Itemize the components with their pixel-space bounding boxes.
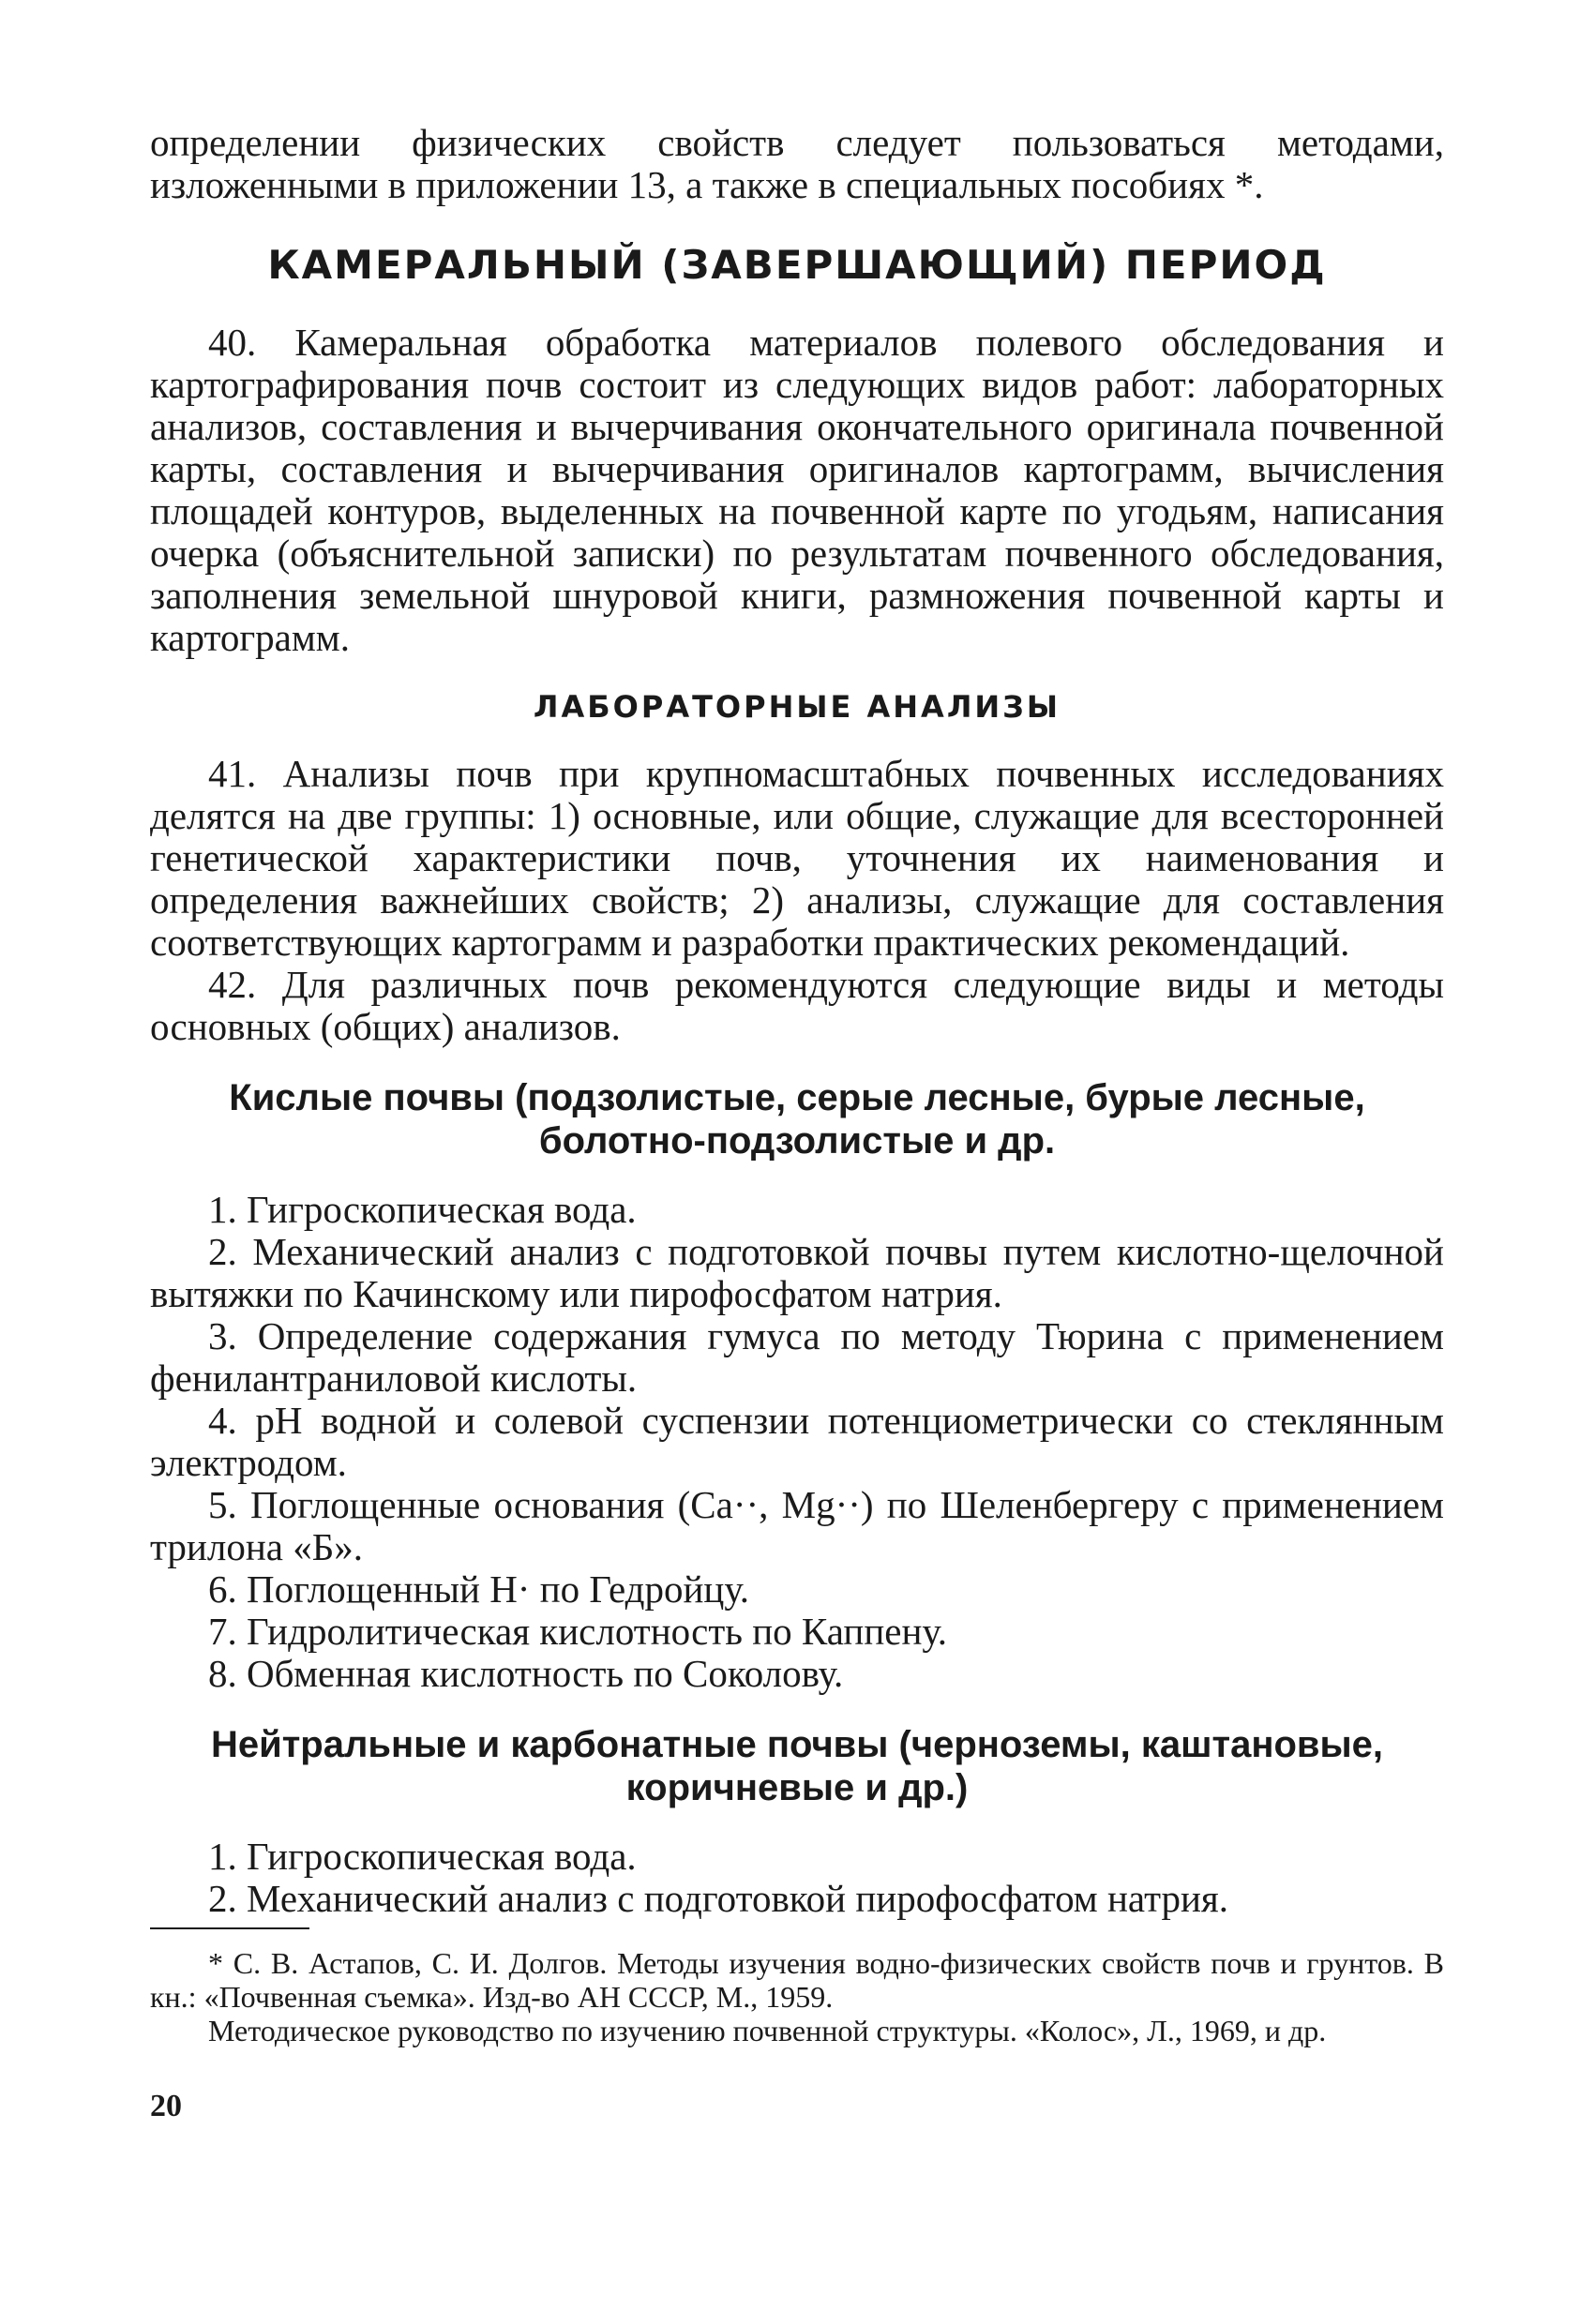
list-item: 5. Поглощенные основания (Ca··, Mg··) по Шеленбергеру с применением трилона «Б». bbox=[150, 1483, 1444, 1568]
list-item: 8. Обменная кислотность по Соколову. bbox=[208, 1652, 844, 1695]
list-item: 2. Механический анализ с подготовкой пирофосфатом натрия. bbox=[208, 1877, 1229, 1920]
section-title: КАМЕРАЛЬНЫЙ (ЗАВЕРШАЮЩИЙ) ПЕРИОД bbox=[267, 242, 1327, 288]
paragraph-40: 40. Камеральная обработка материалов полевого обследования и картографирования почв состоит из следующих видов работ: лабораторных анализов, составления и вычерчивания окончательного оригинала почвенной карты, составления и вычерчивания оригиналов картограмм, вычисления площадей контуров, выделенных на почвенной карте по угодьям, написания очерка (объяснительной записки) по результатам почвенного обследования, заполнения земельной шнуровой книги, размножения почвенной карты и картограмм. bbox=[150, 321, 1444, 659]
list-item: 1. Гигроскопическая вода. bbox=[208, 1835, 637, 1878]
subsection-title: ЛАБОРАТОРНЫЕ АНАЛИЗЫ bbox=[533, 689, 1061, 725]
intro-paragraph: определении физических свойств следует пользоваться методами, изложенными в приложении 13, а также в специальных пособиях *. bbox=[150, 121, 1444, 206]
neutral-soils-list bbox=[150, 1836, 1444, 1920]
footnote-divider bbox=[150, 1927, 309, 1929]
list-item: 6. Поглощенный H· по Гедройцу. bbox=[208, 1567, 750, 1611]
paragraph-41: 41. Анализы почв при крупномасштабных почвенных исследованиях делятся на две группы: 1) основные, или общие, служащие для всесторонней генетической характеристики почв, уточнения их наименования и определения важнейших свойств; 2) анализы, служащие для составления соответствующих картограмм и разработки практических рекомендаций. bbox=[150, 752, 1444, 964]
list-item: 3. Определение содержания гумуса по методу Тюрина с применением фенилантраниловой кислоты. bbox=[150, 1314, 1444, 1400]
page-number: 20 bbox=[150, 2089, 182, 2123]
list-item: 7. Гидролитическая кислотность по Каппену. bbox=[208, 1610, 948, 1653]
footnote: * С. В. Астапов, С. И. Долгов. Методы изучения водно-физических свойств почв и грунтов. В кн.: «Почвенная съемка». Изд-во АН СССР, М., 1959. bbox=[150, 1946, 1444, 2014]
list-item: 2. Механический анализ с подготовкой почвы путем кислотно-щелочной вытяжки по Качинскому или пирофосфатом натрия. bbox=[150, 1230, 1444, 1315]
paragraph-42: 42. Для различных почв рекомендуются следующие виды и методы основных (общих) анализов. bbox=[150, 963, 1444, 1048]
group-title-acid-soils: Кислые почвы (подзолистые, серые лесные, бурые лесные, болотно-подзолистые и др. bbox=[229, 1077, 1365, 1162]
document-page bbox=[150, 122, 1444, 2124]
list-item: 1. Гигроскопическая вода. bbox=[208, 1188, 637, 1231]
list-item: 4. pH водной и солевой суспензии потенциометрически со стеклянным электродом. bbox=[150, 1399, 1444, 1484]
group-title-neutral-soils: Нейтральные и карбонатные почвы (черноземы, каштановые, коричневые и др.) bbox=[210, 1724, 1384, 1808]
footnote: Методическое руководство по изучению почвенной структуры. «Колос», Л., 1969, и др. bbox=[208, 2014, 1327, 2047]
acid-soils-list bbox=[150, 1189, 1444, 1695]
